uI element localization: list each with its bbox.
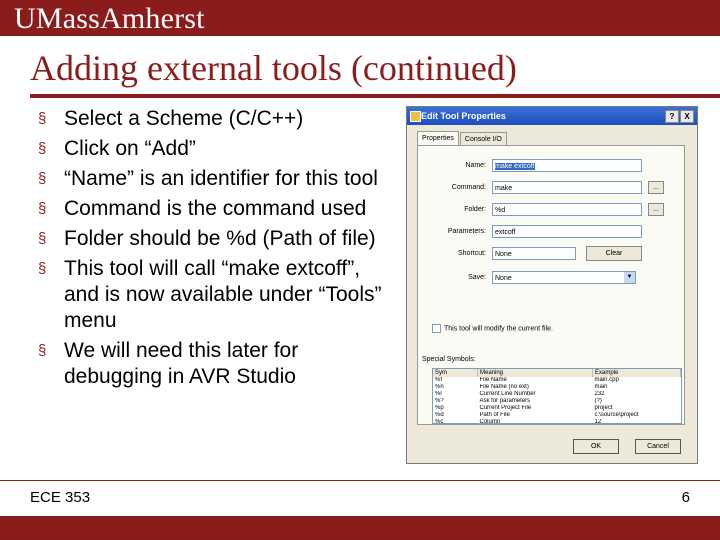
footer-bar [0,516,720,540]
bullet-text: Click on “Add” [64,137,196,160]
table-row[interactable] [433,405,681,412]
cell-meaning: File Name [479,377,507,383]
folder-browse-button[interactable]: ... [648,203,664,216]
help-button[interactable]: ? [665,110,679,123]
command-browse-button[interactable]: ... [648,181,664,194]
bullet-marker-icon: § [38,140,47,157]
clear-button[interactable]: Clear [586,246,642,261]
footer-divider [0,480,720,481]
edit-tool-properties-dialog [406,106,698,464]
close-button[interactable]: X [680,110,694,123]
cell-meaning: Column [479,419,501,424]
table-row[interactable] [433,398,681,405]
folder-label: Folder: [464,206,486,213]
cell-sym: %? [435,398,444,404]
bullet-text: Command is the command used [64,197,367,220]
bullet-text: Folder should be %d (Path of file) [64,227,376,250]
name-row [418,158,684,174]
dialog-title: Edit Tool Properties [421,111,506,121]
table-row[interactable] [433,377,681,384]
column-header-meaning[interactable]: Meaning [478,369,593,377]
tab-console-io[interactable]: Console I/O [460,132,507,146]
cell-example: main [594,384,608,390]
cell-sym: %f [435,377,443,383]
special-symbols-label: Special Symbols: [422,356,476,363]
modify-file-checkbox-row [432,324,553,334]
dialog-tabs [417,131,508,145]
cancel-button[interactable]: Cancel [635,439,681,454]
cell-meaning: File Name (no ext) [479,384,529,390]
parameters-row [418,224,684,240]
bullet-item [36,136,396,162]
table-row[interactable] [433,391,681,398]
cell-meaning: Ask for parameters [479,398,531,404]
shortcut-row [418,246,684,262]
bullet-marker-icon: § [38,200,47,217]
chevron-down-icon: ▼ [624,272,635,283]
cell-example: project [594,405,613,411]
bullet-list [36,106,396,394]
bullet-item [36,226,396,252]
special-symbols-table[interactable] [432,368,682,424]
ok-button[interactable]: OK [573,439,619,454]
cell-example: main.cpp [594,377,619,383]
column-header-example[interactable]: Example [593,369,681,377]
bullet-item [36,338,396,390]
cell-example: 12 [594,419,602,424]
cell-sym: %c [435,419,444,424]
bullet-marker-icon: § [38,110,47,127]
table-row[interactable] [433,419,681,424]
cell-sym: %p [435,405,444,411]
bullet-marker-icon: § [38,230,47,247]
save-label: Save: [468,274,486,281]
name-label: Name: [465,162,486,169]
shortcut-label: Shortcut: [457,250,486,257]
university-logo: UMassAmherst [14,2,205,35]
slide-title: Adding external tools (continued) [30,48,517,88]
cell-example: 232 [594,391,605,397]
name-value: make extcoff [495,163,535,170]
cell-meaning: Current Line Number [479,391,536,397]
bullet-item [36,106,396,132]
parameters-input[interactable]: extcoff [492,225,642,238]
properties-panel [417,145,685,425]
cell-sym: %n [435,384,444,390]
parameters-label: Parameters: [447,228,486,235]
cell-example: (?) [594,398,602,404]
command-label: Command: [451,184,486,191]
bullet-item [36,256,396,334]
folder-row [418,202,684,218]
command-input[interactable]: make [492,181,642,194]
bullet-marker-icon: § [38,260,47,277]
page-number: 6 [681,489,690,506]
bullet-item [36,166,396,192]
header-bar [0,0,720,36]
shortcut-input[interactable]: None [492,247,576,260]
cell-sym: %d [435,412,444,418]
cell-meaning: Current Project File [479,405,532,411]
command-row [418,180,684,196]
title-divider [30,94,720,98]
table-header-row [433,369,681,377]
course-label: ECE 353 [30,489,91,506]
bullet-marker-icon: § [38,342,47,359]
table-row[interactable] [433,412,681,419]
column-header-sym[interactable]: Sym [433,369,478,377]
bullet-text: This tool will call “make extcoff”, and is now available under “Tools” menu [64,257,382,332]
bullet-marker-icon: § [38,170,47,187]
tab-properties[interactable]: Properties [417,131,459,146]
modify-file-checkbox[interactable] [432,324,441,333]
folder-input[interactable]: %d [492,203,642,216]
app-icon [410,111,421,122]
bullet-text: We will need this later for debugging in AVR Studio [64,339,299,388]
modify-file-label: This tool will modify the current file. [444,325,553,333]
bullet-text: Select a Scheme (C/C++) [64,107,304,130]
bullet-text: “Name” is an identifier for this tool [64,167,378,190]
save-row [418,270,684,286]
dialog-title-bar [407,107,697,125]
save-value: None [495,275,512,282]
cell-meaning: Path of File [479,412,510,418]
table-row[interactable] [433,384,681,391]
cell-example: c:\source\project [594,412,639,418]
bullet-item [36,196,396,222]
cell-sym: %l [435,391,442,397]
name-input[interactable] [492,159,642,172]
save-select[interactable] [492,271,636,284]
